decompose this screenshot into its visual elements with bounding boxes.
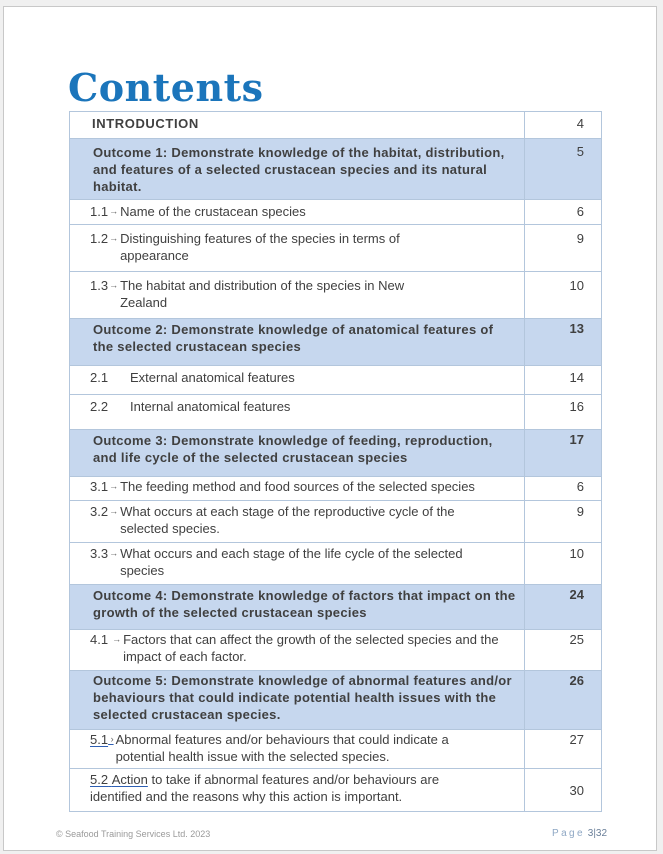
tab-arrow-icon: → [109, 548, 119, 558]
toc-row-2-1[interactable] [70, 366, 602, 395]
toc-entry-label[interactable]: Distinguishing features of the species in terms of appearance [120, 231, 400, 263]
toc-row-outcome-5[interactable] [70, 671, 602, 730]
toc-row-outcome-3[interactable] [70, 430, 602, 477]
toc-entry-label[interactable]: Outcome 3: Demonstrate knowledge of feeding, reproduction, and life cycle of the selected crustacean species [93, 433, 493, 465]
tab-arrow-icon: → [109, 206, 119, 216]
toc-subentry [70, 630, 524, 668]
toc-row-1-1[interactable] [70, 200, 602, 225]
toc-subentry [70, 477, 524, 498]
tab-arrow-icon: → [109, 481, 119, 491]
page-label: Page [552, 828, 585, 839]
toc-row-1-3[interactable] [70, 272, 602, 319]
toc-subentry [70, 543, 524, 582]
section-number-link[interactable]: 5.1 [90, 732, 109, 747]
toc-row-3-1[interactable] [70, 477, 602, 501]
toc-entry-text [90, 771, 490, 805]
action-link[interactable]: Action [111, 772, 148, 787]
tab-arrow-icon: → [109, 506, 119, 516]
toc-row-2-2[interactable] [70, 395, 602, 430]
section-number: 2.2 [90, 399, 109, 414]
toc-page-number: 27 [569, 732, 584, 747]
table-of-contents [69, 111, 602, 812]
section-number: 3.3 [90, 546, 109, 561]
toc-row-3-2[interactable] [70, 501, 602, 543]
toc-entry-label[interactable]: External anatomical features [130, 370, 295, 385]
toc-entry-label[interactable]: Outcome 4: Demonstrate knowledge of factors that impact on the growth of the selected crustacean species [93, 588, 516, 620]
page-current: 3 [587, 828, 594, 839]
toc-subentry [70, 272, 524, 314]
footer-page-number [552, 828, 607, 839]
tab-arrow-icon: → [112, 634, 122, 644]
toc-page-number: 26 [569, 673, 584, 688]
section-number: 1.2 [90, 231, 109, 246]
section-number: 4.1 [90, 632, 109, 647]
toc-subentry [70, 200, 524, 223]
toc-row-outcome-4[interactable] [70, 585, 602, 630]
page-total: 32 [595, 828, 608, 839]
section-number-link[interactable]: 5.2 [90, 772, 109, 787]
tab-arrow-icon: → [109, 233, 119, 243]
toc-row-5-1[interactable] [70, 730, 602, 769]
section-number: 1.3 [90, 278, 109, 293]
footer-copyright: © Seafood Training Services Ltd. 2023 [56, 829, 211, 839]
toc-page-number: 9 [576, 504, 584, 519]
page-title: Contents [68, 65, 264, 110]
tab-arrow-icon: → [109, 280, 119, 290]
toc-page-number: 9 [576, 231, 584, 246]
toc-page-number: 5 [576, 144, 584, 159]
toc-entry-label[interactable]: Name of the crustacean species [120, 204, 306, 219]
tab-arrow-icon: › [108, 734, 114, 744]
toc-page-number: 25 [569, 632, 584, 647]
toc-subentry [70, 769, 524, 808]
toc-subentry [70, 395, 524, 418]
toc-page-number: 30 [569, 782, 584, 798]
toc-entry-label[interactable]: Abnormal features and/or behaviours that could indicate a potential health issue with the selected species. [115, 732, 449, 764]
toc-row-outcome-2[interactable] [70, 319, 602, 366]
toc-row-5-2[interactable] [70, 769, 602, 812]
toc-page-number: 16 [569, 399, 584, 414]
toc-entry-label[interactable]: Factors that can affect the growth of the selected species and the impact of each factor. [123, 632, 499, 664]
toc-page-number: 10 [569, 546, 584, 561]
toc-row-introduction[interactable] [70, 112, 602, 139]
toc-row-4-1[interactable] [70, 630, 602, 671]
toc-entry-label[interactable]: Outcome 2: Demonstrate knowledge of anatomical features of the selected crustacean species [93, 322, 494, 354]
section-number: 2.1 [90, 370, 109, 385]
toc-page-number: 6 [576, 204, 584, 219]
toc-subentry [70, 730, 524, 768]
toc-page-number: 13 [569, 321, 584, 336]
document-page [3, 6, 657, 851]
toc-subentry [70, 225, 524, 267]
section-number: 3.1 [90, 479, 109, 494]
toc-subentry [70, 366, 524, 389]
toc-page-number: 24 [569, 587, 584, 602]
toc-subentry [70, 501, 524, 540]
toc-row-outcome-1[interactable] [70, 139, 602, 200]
toc-entry-label[interactable]: The feeding method and food sources of the selected species [120, 479, 475, 494]
toc-entry-label[interactable]: Outcome 1: Demonstrate knowledge of the habitat, distribution, and features of a selected crustacean species and its natural habitat. [93, 145, 505, 194]
toc-page-number: 14 [569, 370, 584, 385]
toc-page-number: 10 [569, 278, 584, 293]
toc-row-1-2[interactable] [70, 225, 602, 272]
toc-page-number: 17 [569, 432, 584, 447]
toc-page-number: 4 [576, 116, 584, 131]
toc-entry-label[interactable]: to take if abnormal features and/or behaviours are identified and the reasons why this action is important. [90, 772, 440, 804]
page-separator: | [593, 828, 596, 839]
toc-entry-label[interactable]: Internal anatomical features [130, 399, 291, 414]
section-number: 1.1 [90, 204, 109, 219]
toc-entry-label[interactable]: Outcome 5: Demonstrate knowledge of abnormal features and/or behaviours that could indicate potential health issues with the selected crustacean species. [93, 673, 512, 722]
toc-entry-label[interactable]: INTRODUCTION [92, 116, 199, 131]
toc-page-number: 6 [576, 479, 584, 494]
toc-entry-label[interactable]: The habitat and distribution of the species in New Zealand [120, 278, 405, 310]
toc-entry-label[interactable]: What occurs at each stage of the reproductive cycle of the selected species. [120, 504, 455, 536]
section-number: 3.2 [90, 504, 109, 519]
toc-row-3-3[interactable] [70, 543, 602, 585]
toc-entry-label[interactable]: What occurs and each stage of the life cycle of the selected species [120, 546, 463, 578]
